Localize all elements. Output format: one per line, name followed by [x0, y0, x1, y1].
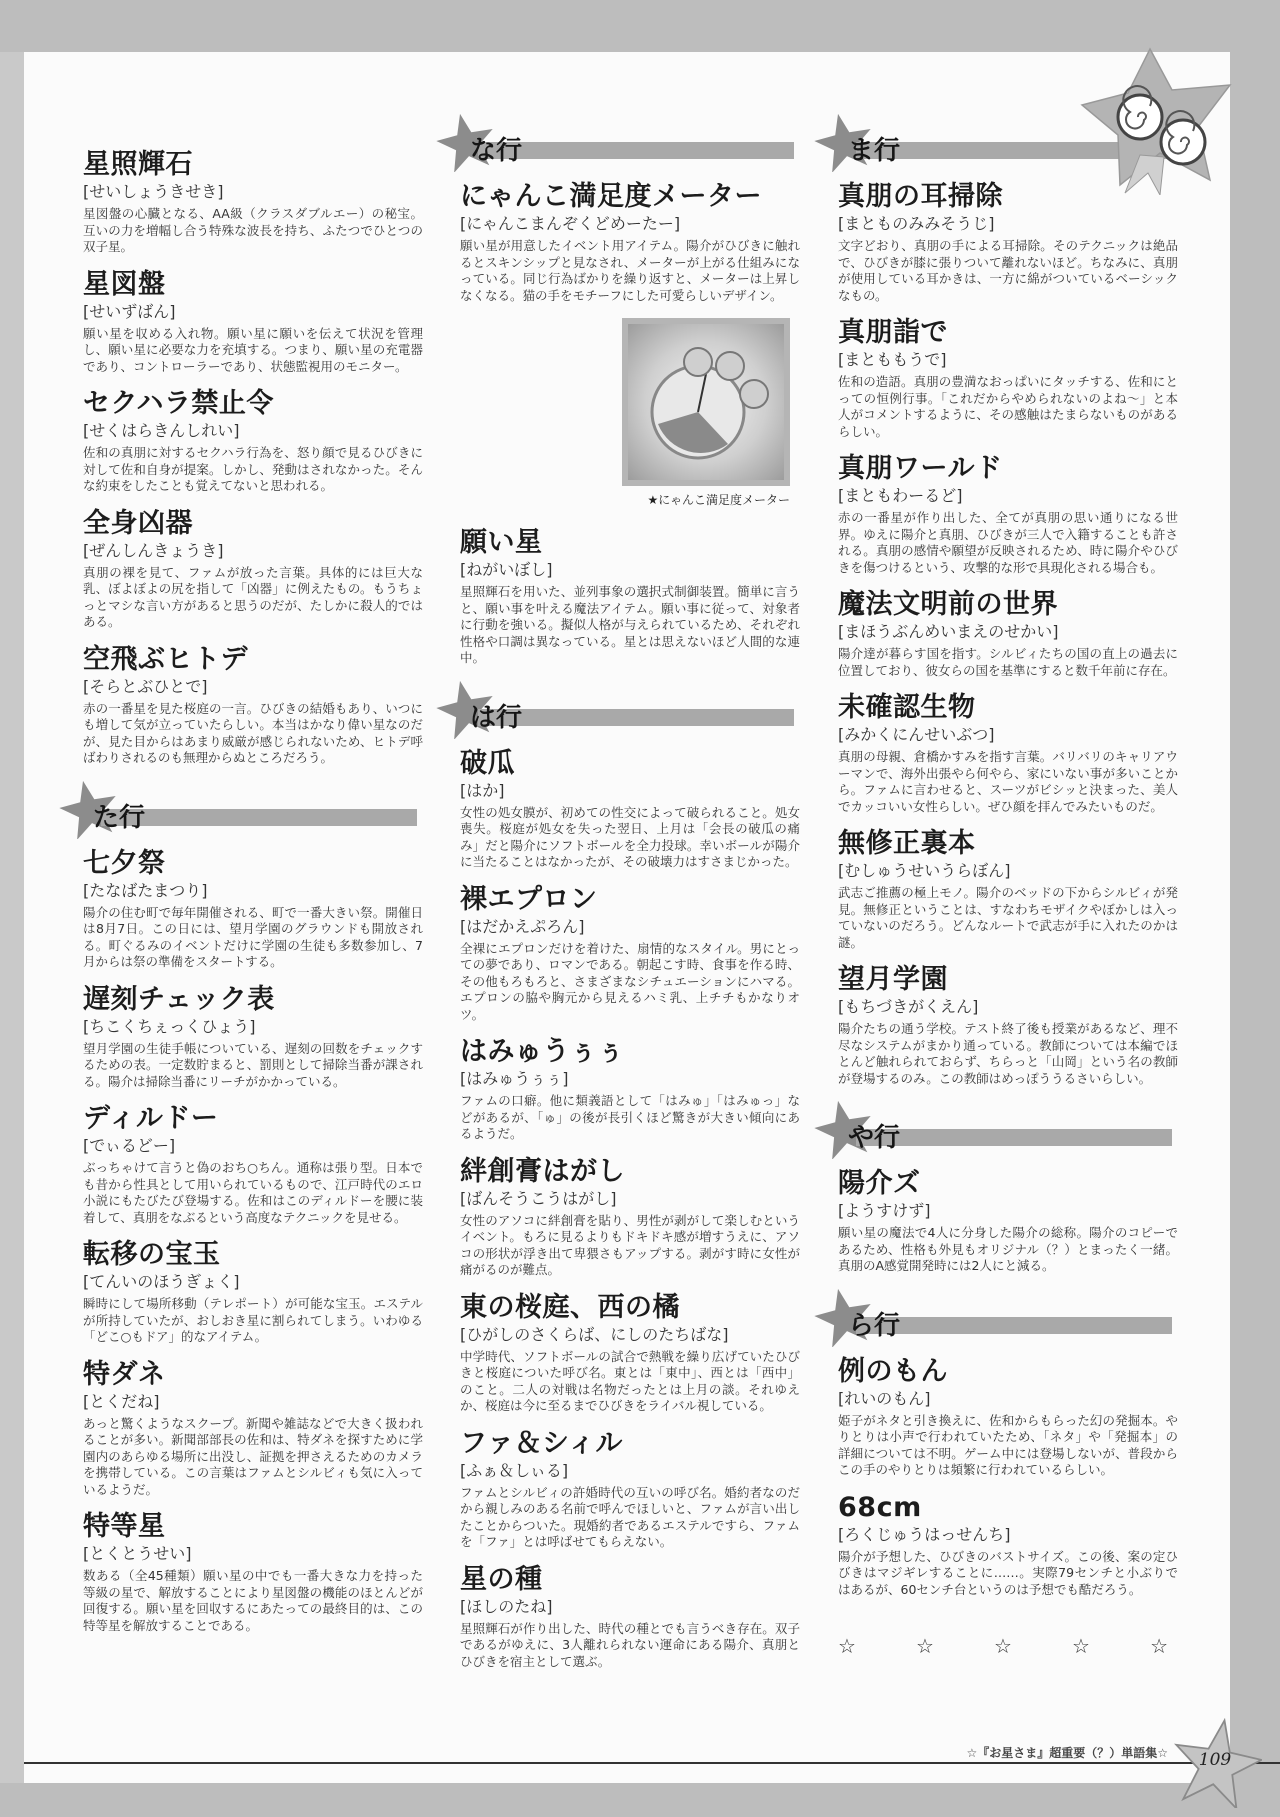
entry-description: 姫子がネタと引き換えに、佐和からもらった幻の発掘本。やりとりは小声で行われていたため、「ネタ」や「発掘本」の詳細については不明。ゲーム中には登場しないが、普段からこの手のやりとりは頻繁に行われているらしい。	[838, 1412, 1178, 1477]
star-icon: ☆	[838, 1634, 856, 1658]
section-header-ra	[826, 1295, 1172, 1341]
entry-title: 望月学園	[838, 964, 948, 995]
entry-reading: [ねがいぼし]	[460, 560, 553, 579]
glossary-entry	[460, 1037, 800, 1143]
entry-reading: [みかくにんせいぶつ]	[838, 725, 995, 744]
glossary-entry	[83, 150, 423, 256]
entry-description: 赤の一番星を見た桜庭の一言。ひびきの結婚もあり、いつにも増して気が立っていたらしい。本当はかなり偉い星なのだが、見た目からはあまり威厳が感じられないため、ヒトデ呼ばわりされるのも無理からぬところだろう。	[83, 700, 423, 765]
entry-description: 佐和の造語。真朋の豊満なおっぱいにタッチする、佐和にとっての恒例行事。「これだからやめられないのよね～」と本人がコメントするように、その感触はたまらないものがあるらしい。	[838, 374, 1178, 439]
entry-reading: [ひがしのさくらば、にしのたちばな]	[460, 1324, 729, 1344]
entry-reading: [ふぁ＆しぃる]	[460, 1460, 569, 1480]
glossary-entry	[838, 693, 1178, 815]
entry-reading: [せいずばん]	[83, 301, 176, 321]
section-header-ta	[71, 787, 417, 833]
glossary-entry	[83, 1360, 423, 1499]
footer-title: ☆『お星さま』超重要（？）単語集☆	[966, 1746, 1168, 1760]
entry-title: 願い星	[460, 527, 543, 558]
glossary-entry	[460, 528, 800, 667]
entry-title: 特等星	[83, 1511, 166, 1542]
column-2	[460, 114, 800, 1684]
entry-description: 星図盤の心臓となる、AA級（クラスダブルエー）の秘宝。互いの力を増幅し合う特殊な波長を持ち、ふたつでひとつの双子星。	[83, 206, 423, 254]
entry-title: 未確認生物	[838, 692, 976, 723]
entry-title: 真朋ワールド	[838, 453, 1003, 484]
entry-reading: [もちづきがくえん]	[838, 997, 979, 1016]
entry-title: セクハラ禁止令	[83, 388, 274, 419]
glossary-entry	[83, 1512, 423, 1634]
entry-description: 文字どおり、真朋の手による耳掃除。そのテクニックは絶品で、ひびきが膝に張りついて離れないほど。ちなみに、真朋が使用している耳かきは、一方に綿がついているベーシックなもの。	[838, 238, 1178, 303]
section-header-ya	[826, 1107, 1172, 1153]
entry-description: 願い星が用意したイベント用アイテム。陽介がひびきに触れるとスキンシップと見なされ、メーターが上がる仕組みになっている。同じ行為ばかりを繰り返すと、メーターは上昇しなくなる。猫の手をモチーフにした可愛らしいデザイン。	[460, 238, 800, 303]
entry-reading: [てんいのほうぎょく]	[83, 1272, 240, 1291]
entry-reading: [まとものみみそうじ]	[838, 214, 995, 233]
section-header-na	[448, 120, 794, 166]
entry-description: 瞬時にして場所移動（テレポート）が可能な宝玉。エステルが所持していたが、おしおき星に割られてしまう。いわゆる「どこ○もドア」的なアイテム。	[83, 1296, 423, 1344]
entry-title: ファ＆シィル	[460, 1427, 623, 1459]
entry-description: あっと驚くようなスクープ。新聞や雑誌などで大きく扱われることが多い。新聞部部長の佐和は、特ダネを探すために学園内のあらゆる場所に出没し、証拠を押さえるためのカメラを携帯している。この言葉はファムとシルビィも気に入っているようだ。	[83, 1415, 423, 1497]
entry-reading: [とくだね]	[83, 1391, 160, 1411]
section-label: ら行	[848, 1310, 901, 1341]
entry-description: 佐和の真朋に対するセクハラ行為を、怒り顔で見るひびきに対して佐和自身が提案。しかし、発動はされなかった。そんな約束をしたことも覚えてないと思われる。	[83, 445, 423, 493]
entry-description: ファムとシルビィの許婚時代の互いの呼び名。婚約者なのだから親しみのある名前で呼んでほしいと、ファムが言い出したことからついた。現婚約者であるエステルですら、ファムを「ファ」とは呼ばせてもらえない。	[460, 1484, 800, 1549]
entry-title: 星図盤	[83, 268, 166, 300]
entry-reading: [ちこくちぇっくひょう]	[83, 1016, 256, 1036]
glossary-entry	[83, 985, 423, 1091]
entry-title: 星の種	[460, 1563, 543, 1595]
glossary-entry	[838, 182, 1178, 304]
entry-title: 絆創膏はがし	[460, 1155, 625, 1187]
glossary-entry	[460, 1429, 800, 1551]
section-bar	[856, 1129, 1172, 1146]
entry-description: 星照輝石が作り出した、時代の種とでも言うべき存在。双子であるがゆえに、3人離れられない運命にある陽介、真朋とひびきを宿主として選ぶ。	[460, 1620, 800, 1669]
page-number: 109	[1198, 1750, 1232, 1770]
section-label: ま行	[848, 136, 901, 166]
entry-reading: [れいのもん]	[838, 1388, 931, 1408]
glossary-entry	[460, 1157, 800, 1279]
glossary-entry	[83, 645, 423, 767]
entry-description: 赤の一番星が作り出した、全てが真朋の思い通りになる世界。ゆえに陽介と真朋、ひびきが三人で入籍することも許される。真朋の感情や願望が反映されるため、時に陽介やひびきを傷つけるという、攻撃的な形で具現化される場合も。	[838, 510, 1178, 575]
entry-title: 魔法文明前の世界	[838, 589, 1058, 620]
section-label: た行	[93, 802, 146, 833]
glossary-entry	[460, 1565, 800, 1671]
entry-title: 例のもん	[838, 1355, 948, 1387]
entry-reading: [たなばたまつり]	[83, 880, 208, 900]
entry-reading: [はか]	[460, 780, 505, 800]
entry-description: 陽介たちの通う学校。テスト終了後も授業があるなど、理不尽なシステムがまかり通っている。教師については本編でほとんど触れられておらず、ちらっと「山岡」という名の教師が登場するのみ。この教師はめっぽううるさいらしい。	[838, 1021, 1178, 1086]
entry-title: 特ダネ	[83, 1358, 166, 1390]
glossary-entry	[838, 1169, 1178, 1275]
entry-description: 女性のアソコに絆創膏を貼り、男性が剥がして楽しむというイベント。もろに見るよりもドキドキ感が増すうえに、アソコの形状が浮き出て卑猥さもアップする。剥がす時に女性が痛がるのが難点。	[460, 1212, 800, 1277]
star-icon: ☆	[994, 1634, 1012, 1658]
entry-reading: [ようすけず]	[838, 1201, 931, 1220]
meter-gauge-icon	[628, 324, 784, 480]
entry-description: 数ある（全45種類）願い星の中でも一番大きな力を持った等級の星で、解放することにより星図盤の機能のほとんどが回復する。願い星を回収するにあたっての最終目的は、この特等星を解放することである。	[83, 1568, 423, 1633]
section-label: な行	[470, 136, 523, 166]
glossary-entry	[460, 182, 800, 304]
star-icon: ☆	[1072, 1634, 1090, 1658]
glossary-entry	[83, 270, 423, 376]
scan-border-bottom	[0, 1783, 1280, 1817]
glossary-entry	[460, 749, 800, 871]
star-mascot-icon	[1080, 45, 1245, 195]
entry-title: 68cm	[838, 1491, 922, 1523]
entry-title: 裸エプロン	[460, 883, 598, 915]
image-caption: ★にゃんこ満足度メーター	[647, 493, 790, 507]
entry-description: 願い星を収める入れ物。願い星に願いを伝えて状況を管理し、願い星に必要な力を充填する。つまり、願い星の充電器であり、コントローラーであり、状態監視用のモニター。	[83, 325, 423, 374]
entry-title: 無修正裏本	[838, 828, 976, 859]
entry-description: ぶっちゃけて言うと偽のおち○ちん。通称は張り型。日本でも昔から性具として用いられているもので、江戸時代のエロ小説にもたびたび登場する。佐和はこのディルドーを腰に装着して、真朋をなぶるという高度なテクニックを見せる。	[83, 1160, 423, 1225]
glossary-entry	[838, 590, 1178, 679]
entry-description: 陽介達が暮らす国を指す。シルビィたちの国の直上の過去に位置しており、彼女らの国を基準にすると数千年前に存在。	[838, 646, 1178, 678]
glossary-entry	[838, 318, 1178, 440]
column-1	[83, 150, 423, 1648]
entry-description: 陽介の住む町で毎年開催される、町で一番大きい祭。開催日は8月7日。この日には、望月学園のグラウンドも開放される。町ぐるみのイベントだけに学園の生徒も多数参加し、7月からは祭の準備をスタートする。	[83, 904, 423, 969]
entry-title: にゃんこ満足度メーター	[460, 181, 762, 212]
entry-title: 真朋詣で	[838, 317, 948, 348]
entry-reading: [せいしょうきせき]	[83, 182, 224, 201]
entry-description: 願い星の魔法で4人に分身した陽介の総称。陽介のコピーであるため、性格も外見もオリジナル（？）とまったく一緒。真朋のA感覚開発時には2人にと減る。	[838, 1225, 1178, 1273]
entry-reading: [まともわーるど]	[838, 486, 963, 505]
entry-reading: [まとももうで]	[838, 350, 947, 369]
entry-title: はみゅうぅぅ	[460, 1036, 625, 1067]
section-bar	[101, 809, 417, 826]
entry-description: 望月学園の生徒手帳についている、遅刻の回数をチェックするための表。一定数貯まると、罰則として掃除当番が課される。陽介は掃除当番にリーチがかかっている。	[83, 1040, 423, 1089]
star-icon: ☆	[1150, 1634, 1168, 1658]
entry-title: 星照輝石	[83, 149, 193, 180]
glossary-entry	[838, 1357, 1178, 1479]
entry-reading: [はだかえぷろん]	[460, 916, 585, 936]
entry-description: 女性の処女膜が、初めての性交によって破られること。処女喪失。桜庭が処女を失った翌日、上月は「会長の破瓜の痛み」だと陽介にソフトボールを全力投球。幸いボールが陽介に当たることはなかったが、その破壊力はすさまじかった。	[460, 804, 800, 869]
glossary-entry	[460, 1293, 800, 1415]
section-header-ha	[448, 687, 794, 733]
glossary-entry	[83, 849, 423, 971]
entry-description: 星照輝石を用いた、並列事象の選択式制御装置。簡単に言うと、願い事を叶える魔法アイテム。願い事に従って、対象者に行動を強いる。擬似人格が与えられているため、それぞれ性格や口調は異なっている。星とは思えないほど人間的な連中。	[460, 584, 800, 665]
entry-reading: [ろくじゅうはっせんち]	[838, 1524, 1011, 1544]
entry-description: 中学時代、ソフトボールの試合で熱戦を繰り広げていたひびきと桜庭についた呼び名。東とは「東中」、西とは「西中」のこと。二人の対戦は名物だったとは上月の談。それゆえか、桜庭は今に至るまでひびきをライバル視している。	[460, 1348, 800, 1413]
entry-reading: [むしゅうせいうらぼん]	[838, 861, 1011, 880]
entry-title: 空飛ぶヒトデ	[83, 643, 248, 675]
entry-title: 破瓜	[460, 747, 515, 779]
entry-description: 真朋の裸を見て、ファムが放った言葉。具体的には巨大な乳、ぼよぼよの尻を指して「凶器」に例えたもの。もうちょっとマシな言い方があると思うのだが、たしかに殺人的ではある。	[83, 564, 423, 629]
glossary-entry	[838, 829, 1178, 951]
entry-reading: [せくはらきんしれい]	[83, 421, 240, 440]
stars-divider	[838, 1634, 1168, 1658]
entry-reading: [はみゅうぅぅ]	[460, 1069, 569, 1088]
entry-reading: [とくとうせい]	[83, 1544, 192, 1563]
entry-title: 遅刻チェック表	[83, 983, 275, 1015]
glossary-entry	[838, 454, 1178, 576]
glossary-entry	[83, 1240, 423, 1346]
entry-reading: [ほしのたね]	[460, 1596, 553, 1616]
section-bar	[478, 142, 794, 159]
glossary-entry	[838, 1493, 1178, 1599]
entry-reading: [にゃんこまんぞくどめーたー]	[460, 214, 681, 233]
footer-rule	[24, 1762, 1280, 1764]
nyanko-meter-figure	[460, 318, 800, 514]
entry-title: 全身凶器	[83, 507, 193, 539]
nyanko-meter-illustration	[622, 318, 790, 486]
entry-title: 真朋の耳掃除	[838, 181, 1003, 212]
entry-description: 陽介が予想した、ひびきのバストサイズ。この後、案の定ひびきはマジギレすることに……。実際79センチと小ぶりではあるが、60センチ台というのは予想でも酷だろう。	[838, 1548, 1178, 1597]
entry-description: 全裸にエプロンだけを着けた、扇情的なスタイル。男にとっての夢であり、ロマンである。朝起こす時、食事を作る時、その他もろもろと、さまざまなシチュエーションにハマる。エプロンの脇や胸元から見えるハミ乳、上チチもかなりオツ。	[460, 940, 800, 1022]
glossary-entry	[83, 389, 423, 495]
section-label: や行	[848, 1123, 901, 1153]
entry-reading: [ばんそうこうはがし]	[460, 1188, 617, 1208]
entry-reading: [でぃるどー]	[83, 1136, 176, 1155]
star-icon: ☆	[916, 1634, 934, 1658]
entry-title: 東の桜庭、西の橘	[460, 1291, 680, 1323]
section-label: は行	[470, 702, 523, 733]
entry-description: ファムの口癖。他に類義語として「はみゅ」「はみゅっ」などがあるが、「ゅ」の後が長引くほど驚きが大きい傾向にあるようだ。	[460, 1093, 800, 1141]
glossary-entry	[838, 965, 1178, 1087]
entry-title: ディルドー	[83, 1103, 219, 1134]
section-bar	[856, 1317, 1172, 1334]
column-3	[838, 114, 1178, 1658]
glossary-entry	[83, 509, 423, 631]
entry-title: 七夕祭	[83, 847, 166, 879]
glossary-entry	[460, 885, 800, 1024]
glossary-entry	[83, 1104, 423, 1226]
entry-title: 陽介ズ	[838, 1168, 921, 1199]
entry-reading: [ぜんしんきょうき]	[83, 540, 224, 560]
entry-reading: [そらとぶひとで]	[83, 676, 208, 696]
entry-description: 武志ご推薦の極上モノ。陽介のベッドの下からシルビィが発見。無修正ということは、すなわちモザイクやぼかしは入っていないのだろう。どんなルートで武志が手に入れたのかは謎。	[838, 885, 1178, 950]
section-bar	[478, 709, 794, 726]
entry-title: 転移の宝玉	[83, 1239, 221, 1270]
entry-reading: [まほうぶんめいまえのせかい]	[838, 622, 1059, 641]
entry-description: 真朋の母親、倉橋かすみを指す言葉。バリバリのキャリアウーマンで、海外出張やら何やら、家にいない事が多いことから。ファムに言わせると、スーツがビシッと決まった、美人でカッコいい女性らしい。ぜひ顔を拝んでみたいものだ。	[838, 749, 1178, 814]
scan-border-right	[1230, 0, 1280, 1817]
